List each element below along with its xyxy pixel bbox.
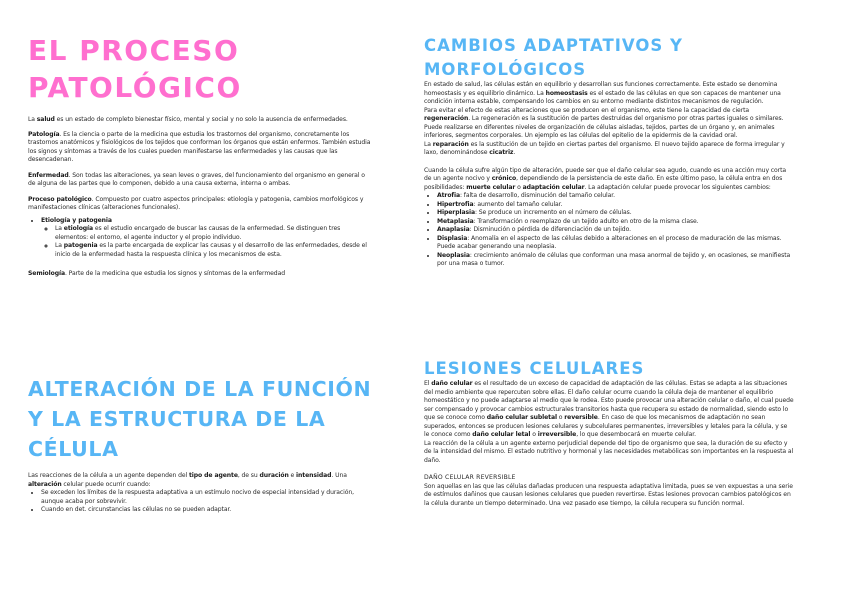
section-title-alteracion: ALTERACIÓN DE LA FUNCIÓN Y LA ESTRUCTURA DE LA CÉLULA: [28, 377, 372, 461]
list-item: ◦ La patogenia es la parte encargada de explicar las causas y el desarrollo de las enfermedades, desde el inicio de la enfermedad hasta la respuesta clínica y los mecanismos de esta.: [55, 242, 373, 259]
reparacion-paragraph: La reparación es la sustitución de un tejido en ciertas partes del organismo. El nuevo tejido aparece de forma irregular y laxo, denominándose cicatriz.: [424, 140, 785, 156]
list-item: • Hipertrofia: aumento del tamaño celular.: [437, 201, 794, 210]
left-column: [28, 116, 373, 279]
regeneracion-paragraph: Para evitar el efecto de estas alteraciones que se producen en el organismo, este tiene la capacidad de cierta regeneración. La regeneración es la sustitución de partes destruidas del organismo por otras partes iguales o similares. Puede realizarse en diferentes niveles de organización de células aisladas, tejidos, partes de un órgano y, en animales inferiores, segmentos corporales. Un ejemplo es las células del epitelio de la epidermis de la cavidad oral.: [424, 106, 784, 139]
alteracion-paragraph: Cuando la célula sufre algún tipo de alteración, puede ser que el daño celular sea agudo, cuando es una acción muy corta de un agente nocivo y crónico, dependiendo de la persistencia de este daño. En este último paso, la célula entra en dos posibilidades: muerte celular o adaptación celular. La adaptación celular puede provocar los siguientes cambios:: [424, 166, 786, 191]
alteracion-list: [28, 489, 373, 515]
cambios-list: [424, 192, 794, 269]
etiologia-list: [28, 217, 373, 260]
section-title-cambios: CAMBIOS ADAPTATIVOS Y MORFOLÓGICOS: [424, 36, 683, 79]
list-item: • Neoplasia: crecimiento anómalo de células que conforman una masa anormal de tejido y, en ocasiones, se manifiesta por una masa o tumor.: [437, 252, 794, 269]
page-title-line1: EL PROCESO: [28, 34, 240, 67]
page-title-line2: PATOLÓGICO: [28, 71, 242, 104]
enfermedad-paragraph: Enfermedad. Son todas las alteraciones, ya sean leves o graves, del funcionamiento del organismo en general o de alguna de las partes que lo componen, debido a una causa externa, interna o ambas.: [28, 171, 365, 187]
list-item: • Cuando en det. circunstancias las células no se pueden adaptar.: [41, 506, 373, 515]
homeostasis-paragraph: En estado de salud, las células están en equilibrio y desarrollan sus funciones correctamente. Este estado se denomina homeostasis y es equilibrio dinámico. La homeostasis es el estado de las células en que son capaces de mantener una condición interna estable, compensando los cambios en su entorno mediante distintos mecanismos de regulación.: [424, 81, 781, 105]
list-item: ◦ La etiología es el estudio encargado de buscar las causas de la enfermedad. Se distinguen tres elementos: el entorno, el agente inductor y el propio individuo.: [55, 225, 373, 242]
salud-paragraph: La salud es un estado de completo bienestar físico, mental y social y no solo la ausencia de enfermedades.: [28, 116, 348, 123]
right-column: [424, 81, 794, 269]
reversible-paragraph: Son aquellas en las que las células dañadas producen una respuesta adaptativa limitada, pues se ven expuestas a una serie de estímulos dañinos que causan lesiones celulares que pueden revertirse. Estas lesiones provocan cambios patológicos en la célula durante un tiempo determinado. Una vez pasado ese tiempo, la célula recupera su función normal.: [424, 482, 793, 507]
page-title: [28, 32, 242, 106]
proceso-paragraph: Proceso patológico. Compuesto por cuatro aspectos principales: etiología y patogenia, cambios morfológicos y manifestaciones clínicas (alteraciones funcionales).: [28, 195, 364, 211]
lesiones-content: [424, 380, 794, 508]
list-item: • Etiología y patogenia ◦ La etiología es el estudio encargado de buscar las causas de la enfermedad. Se distinguen tres elementos: el entorno, el agente inductor y el propio individuo. ◦ La patogenia es la parte encargada de explicar las causas y el desarrollo de las enfermedades, desde el inicio de la enfermedad hasta la respuesta clínica y los mecanismos de esta.: [41, 217, 373, 260]
patologia-paragraph: Patología. Es la ciencia o parte de la medicina que estudia los trastornos del organismo, concretamente los trastornos anatómicos y fisiológicos de los tejidos que conforman los órganos que están enfermos. También estudia los signos y síntomas a través de los cuales pueden manifestarse las enfermedades y las causas que las desencadenan.: [28, 130, 371, 163]
dano-celular-paragraph: El daño celular es el resultado de un exceso de capacidad de adaptación de las células. Estas se adapta a las situaciones del medio ambiente que repercuten sobre ellas. El daño celular ocurre cuando la célula deja de mantener el equilibrio homeostático y no puede adaptarse al medio que le rodea. Esto puede provocar una alteración celular o daño, el cual puede ser compensado y provocar cambios estructurales transitorios hasta que recupera su estado de normalidad, siendo esto lo que se conoce como daño celular subletal o reversible. En caso de que los mecanismos de adaptación no sean superados, entonces se producen lesiones celulares y subcelulares permanentes, irreversibles y letales para la célula, y se le conoce como daño celular letal o irreversible, lo que desembocará en muerte celular.: [424, 380, 794, 438]
list-item: • Se exceden los límites de la respuesta adaptativa a un estímulo nocivo de especial intensidad y duración, aunque acaba por sobrevivir.: [41, 489, 373, 506]
reaccion-paragraph: La reacción de la célula a un agente externo perjudicial depende del tipo de organismo que sea, la duración de su efecto y de la intensidad del mismo. El estado nutritivo y hormonal y las necesidades metabólicas son importantes en la respuesta al daño.: [424, 439, 794, 464]
list-item: • Hiperplasia: Se produce un incremento en el número de células.: [437, 209, 794, 218]
list-item: • Anaplasia: Disminución o pérdida de diferenciación de un tejido.: [437, 226, 794, 235]
list-item: • Displasia: Anomalía en el aspecto de las células debido a alteraciones en el proceso de maduración de las mismas. Puede acabar generando una neoplasia.: [437, 235, 794, 252]
section-title-lesiones: LESIONES CELULARES: [424, 359, 645, 378]
list-item: • Atrofia: falta de desarrollo, disminución del tamaño celular.: [437, 192, 794, 201]
subheading-reversible: DAÑO CELULAR REVERSIBLE: [424, 474, 516, 481]
reacciones-paragraph: Las reacciones de la célula a un agente dependen del tipo de agente, de su duración e intensidad. Una alteración celular puede ocurrir cuando:: [28, 472, 347, 488]
alteracion-content: [28, 472, 373, 515]
semiologia-paragraph: Semiología. Parte de la medicina que estudia los signos y síntomas de la enfermedad: [28, 270, 285, 277]
list-item: • Metaplasia: Transformación o reemplazo de un tejido adulto en otro de la misma clase.: [437, 218, 794, 227]
